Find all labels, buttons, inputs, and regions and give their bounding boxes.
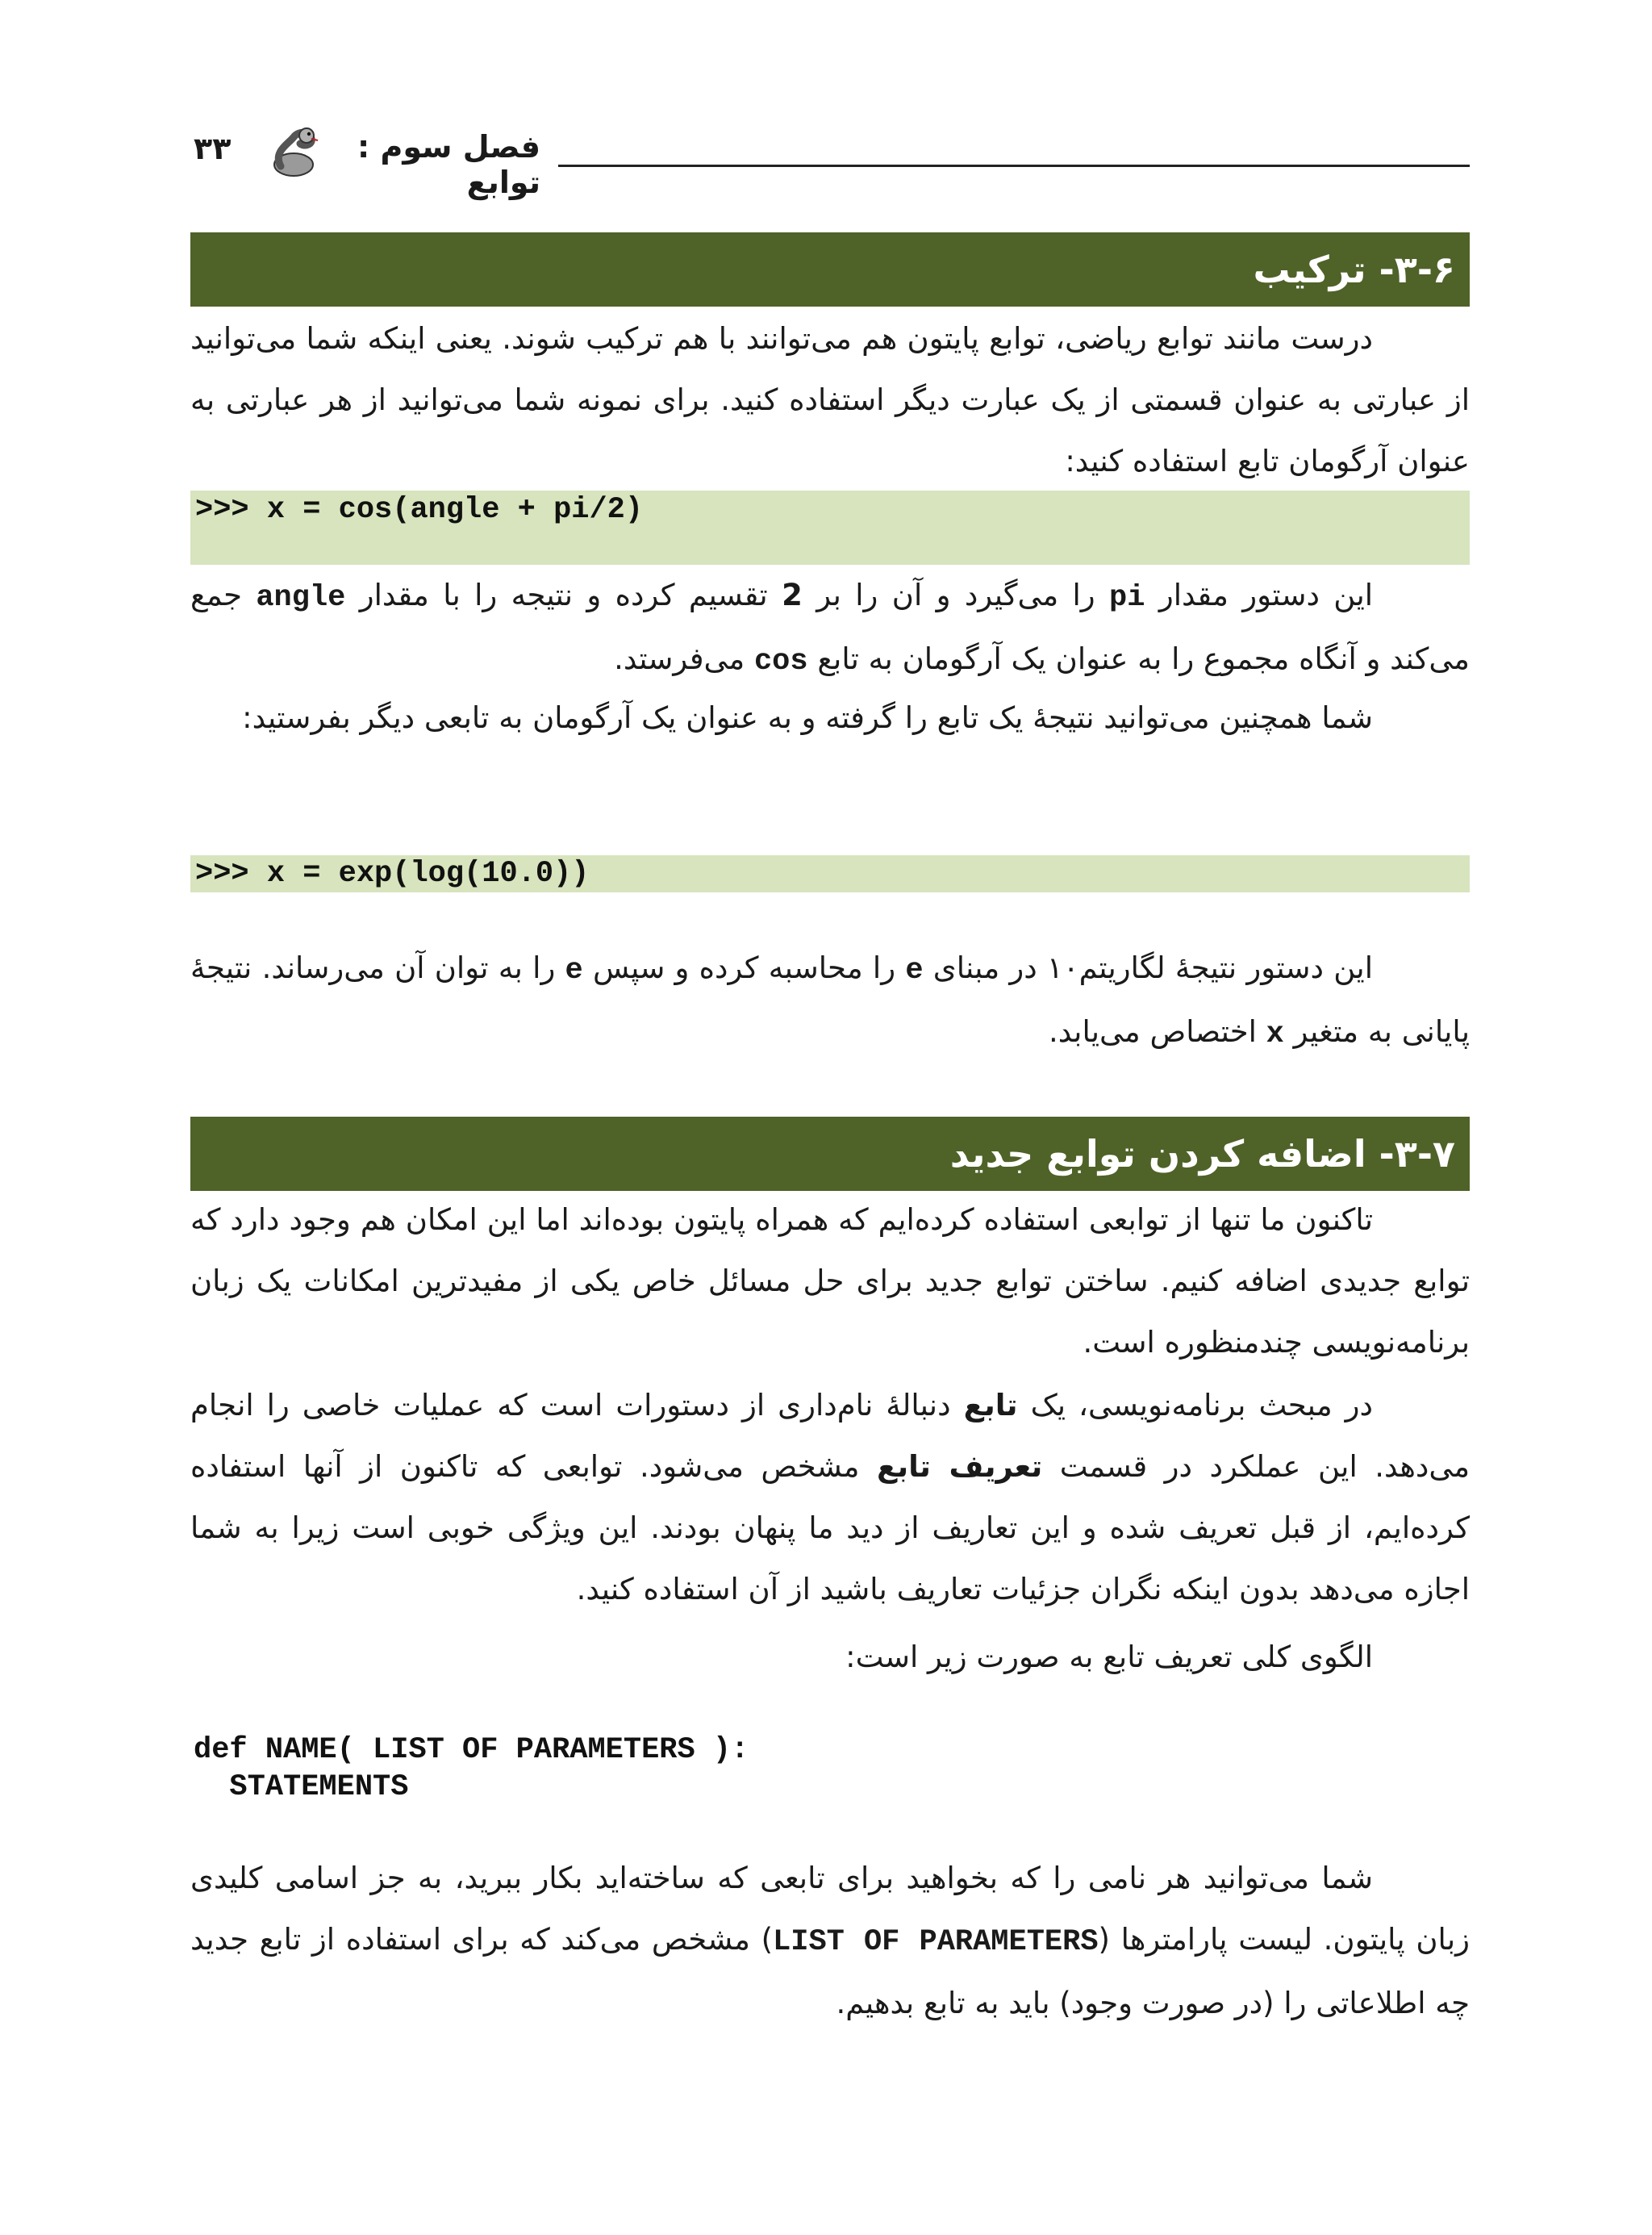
paragraph bbox=[190, 308, 1470, 492]
paragraph bbox=[190, 1189, 1470, 1373]
bold-term-function: تابع bbox=[963, 1388, 1018, 1422]
code-block bbox=[190, 491, 1470, 565]
paragraph bbox=[190, 1375, 1470, 1620]
paragraph-text: اختصاص می‌یابد. bbox=[1049, 1014, 1257, 1049]
section-title: ۳-۷- اضافه کردن توابع جدید bbox=[949, 1132, 1455, 1176]
paragraph-text: الگوی کلی تعریف تابع به صورت زیر است: bbox=[845, 1640, 1373, 1674]
python-snake-mascot-icon bbox=[265, 119, 323, 181]
paragraph-text: را به توان آن می‌رساند. نتیجهٔ پایانی به متغیر bbox=[190, 950, 1470, 1049]
paragraph-text: شما می‌توانید هر نامی را که بخواهید برای تابعی که ساخته‌اید بکار ببرید، به جز اسامی کلیدی زبان پایتون. لیست پارامترها ( bbox=[190, 1861, 1470, 1957]
paragraph bbox=[190, 1627, 1470, 1688]
inline-code-angle: angle bbox=[256, 581, 346, 615]
chapter-title: فصل سوم : توابع bbox=[357, 129, 540, 200]
inline-code-list-of-parameters: LIST OF PARAMETERS bbox=[773, 1925, 1099, 1959]
paragraph-text: ) مشخص می‌کند که برای استفاده از تابع جدید چه اطلاعاتی را (در صورت وجود) باید به تابع بدهیم. bbox=[190, 1922, 1470, 2020]
paragraph-text: می‌فرستد. bbox=[614, 641, 745, 676]
page-number: ۳۳ bbox=[194, 131, 232, 166]
section-title: ۳-۶- ترکیب bbox=[1253, 248, 1455, 291]
inline-code-e: e bbox=[565, 954, 583, 988]
inline-code-e: e bbox=[905, 954, 924, 988]
code-block-def bbox=[194, 1732, 749, 1806]
code-line: >>> x = cos(angle + pi/2) bbox=[195, 493, 644, 527]
paragraph-text: تقسیم کرده و نتیجه را با مقدار bbox=[359, 578, 768, 612]
paragraph-text: مشخص می‌شود. توابعی که تاکنون از آنها استفاده کرده‌ایم، از قبل تعریف شده و این تعاریف از دید ما پنهان بودند. این ویژگی خوبی است زیرا به شما اجازه می‌دهد بدون اینکه نگران جزئیات تعاریف باشید از آن استفاده کنید. bbox=[190, 1449, 1470, 1606]
paragraph-text: را محاسبه کرده و سپس bbox=[592, 950, 896, 985]
paragraph bbox=[190, 938, 1470, 1065]
inline-code-cos: cos bbox=[753, 645, 808, 679]
inline-code-x: x bbox=[1266, 1017, 1284, 1051]
paragraph-text: دنبالهٔ نام‌داری از دستورات است که عملیات خاصی را انجام می‌دهد. این عملکرد در قسمت bbox=[190, 1388, 1471, 1484]
inline-number: 2 bbox=[782, 578, 803, 612]
paragraph bbox=[190, 565, 1470, 692]
paragraph-text: شما همچنین می‌توانید نتیجهٔ یک تابع را گرفته و به عنوان یک آرگومان به تابعی دیگر بفرستید: bbox=[242, 700, 1373, 735]
code-line: def NAME( LIST OF PARAMETERS ): bbox=[194, 1733, 749, 1767]
inline-code-pi: pi bbox=[1109, 581, 1145, 615]
paragraph-text: جمع می‌کند و آنگاه مجموع را به عنوان یک آرگومان به تابع bbox=[190, 578, 1470, 676]
paragraph-text: تاکنون ما تنها از توابعی استفاده کرده‌ایم که همراه پایتون بوده‌اند اما این امکان هم وجود دارد که توابع جدیدی اضافه کنیم. ساختن توابع جدید برای حل مسائل خاص یکی از مفیدترین امکانات یک زبان برنامه‌نویسی چندمنظوره است. bbox=[190, 1202, 1470, 1360]
code-block bbox=[190, 855, 1470, 892]
paragraph-text: در مبحث برنامه‌نویسی، یک bbox=[1030, 1388, 1373, 1422]
code-line: STATEMENTS bbox=[194, 1770, 409, 1804]
paragraph-text: این دستور مقدار bbox=[1158, 578, 1374, 612]
paragraph-text: این دستور نتیجهٔ لگاریتم۱۰ در مبنای bbox=[932, 950, 1373, 985]
section-heading-composition bbox=[190, 232, 1470, 307]
section-heading-adding-functions bbox=[190, 1117, 1470, 1191]
bold-term-function-definition: تعریف تابع bbox=[876, 1449, 1043, 1484]
code-line: >>> x = exp(log(10.0)) bbox=[195, 857, 590, 891]
paragraph bbox=[190, 687, 1470, 749]
header-rule bbox=[558, 165, 1470, 167]
paragraph-text: را می‌گیرد و آن را بر bbox=[816, 578, 1095, 612]
paragraph bbox=[190, 1848, 1470, 2034]
paragraph-text: درست مانند توابع ریاضی، توابع پایتون هم می‌توانند با هم ترکیب شوند. یعنی اینکه شما می‌توانید از عبارتی به عنوان قسمتی از یک عبارت دیگر استفاده کنید. برای نمونه شما می‌توانید از هر عبارتی به عنوان آرگومان تابع استفاده کنید: bbox=[190, 321, 1470, 478]
